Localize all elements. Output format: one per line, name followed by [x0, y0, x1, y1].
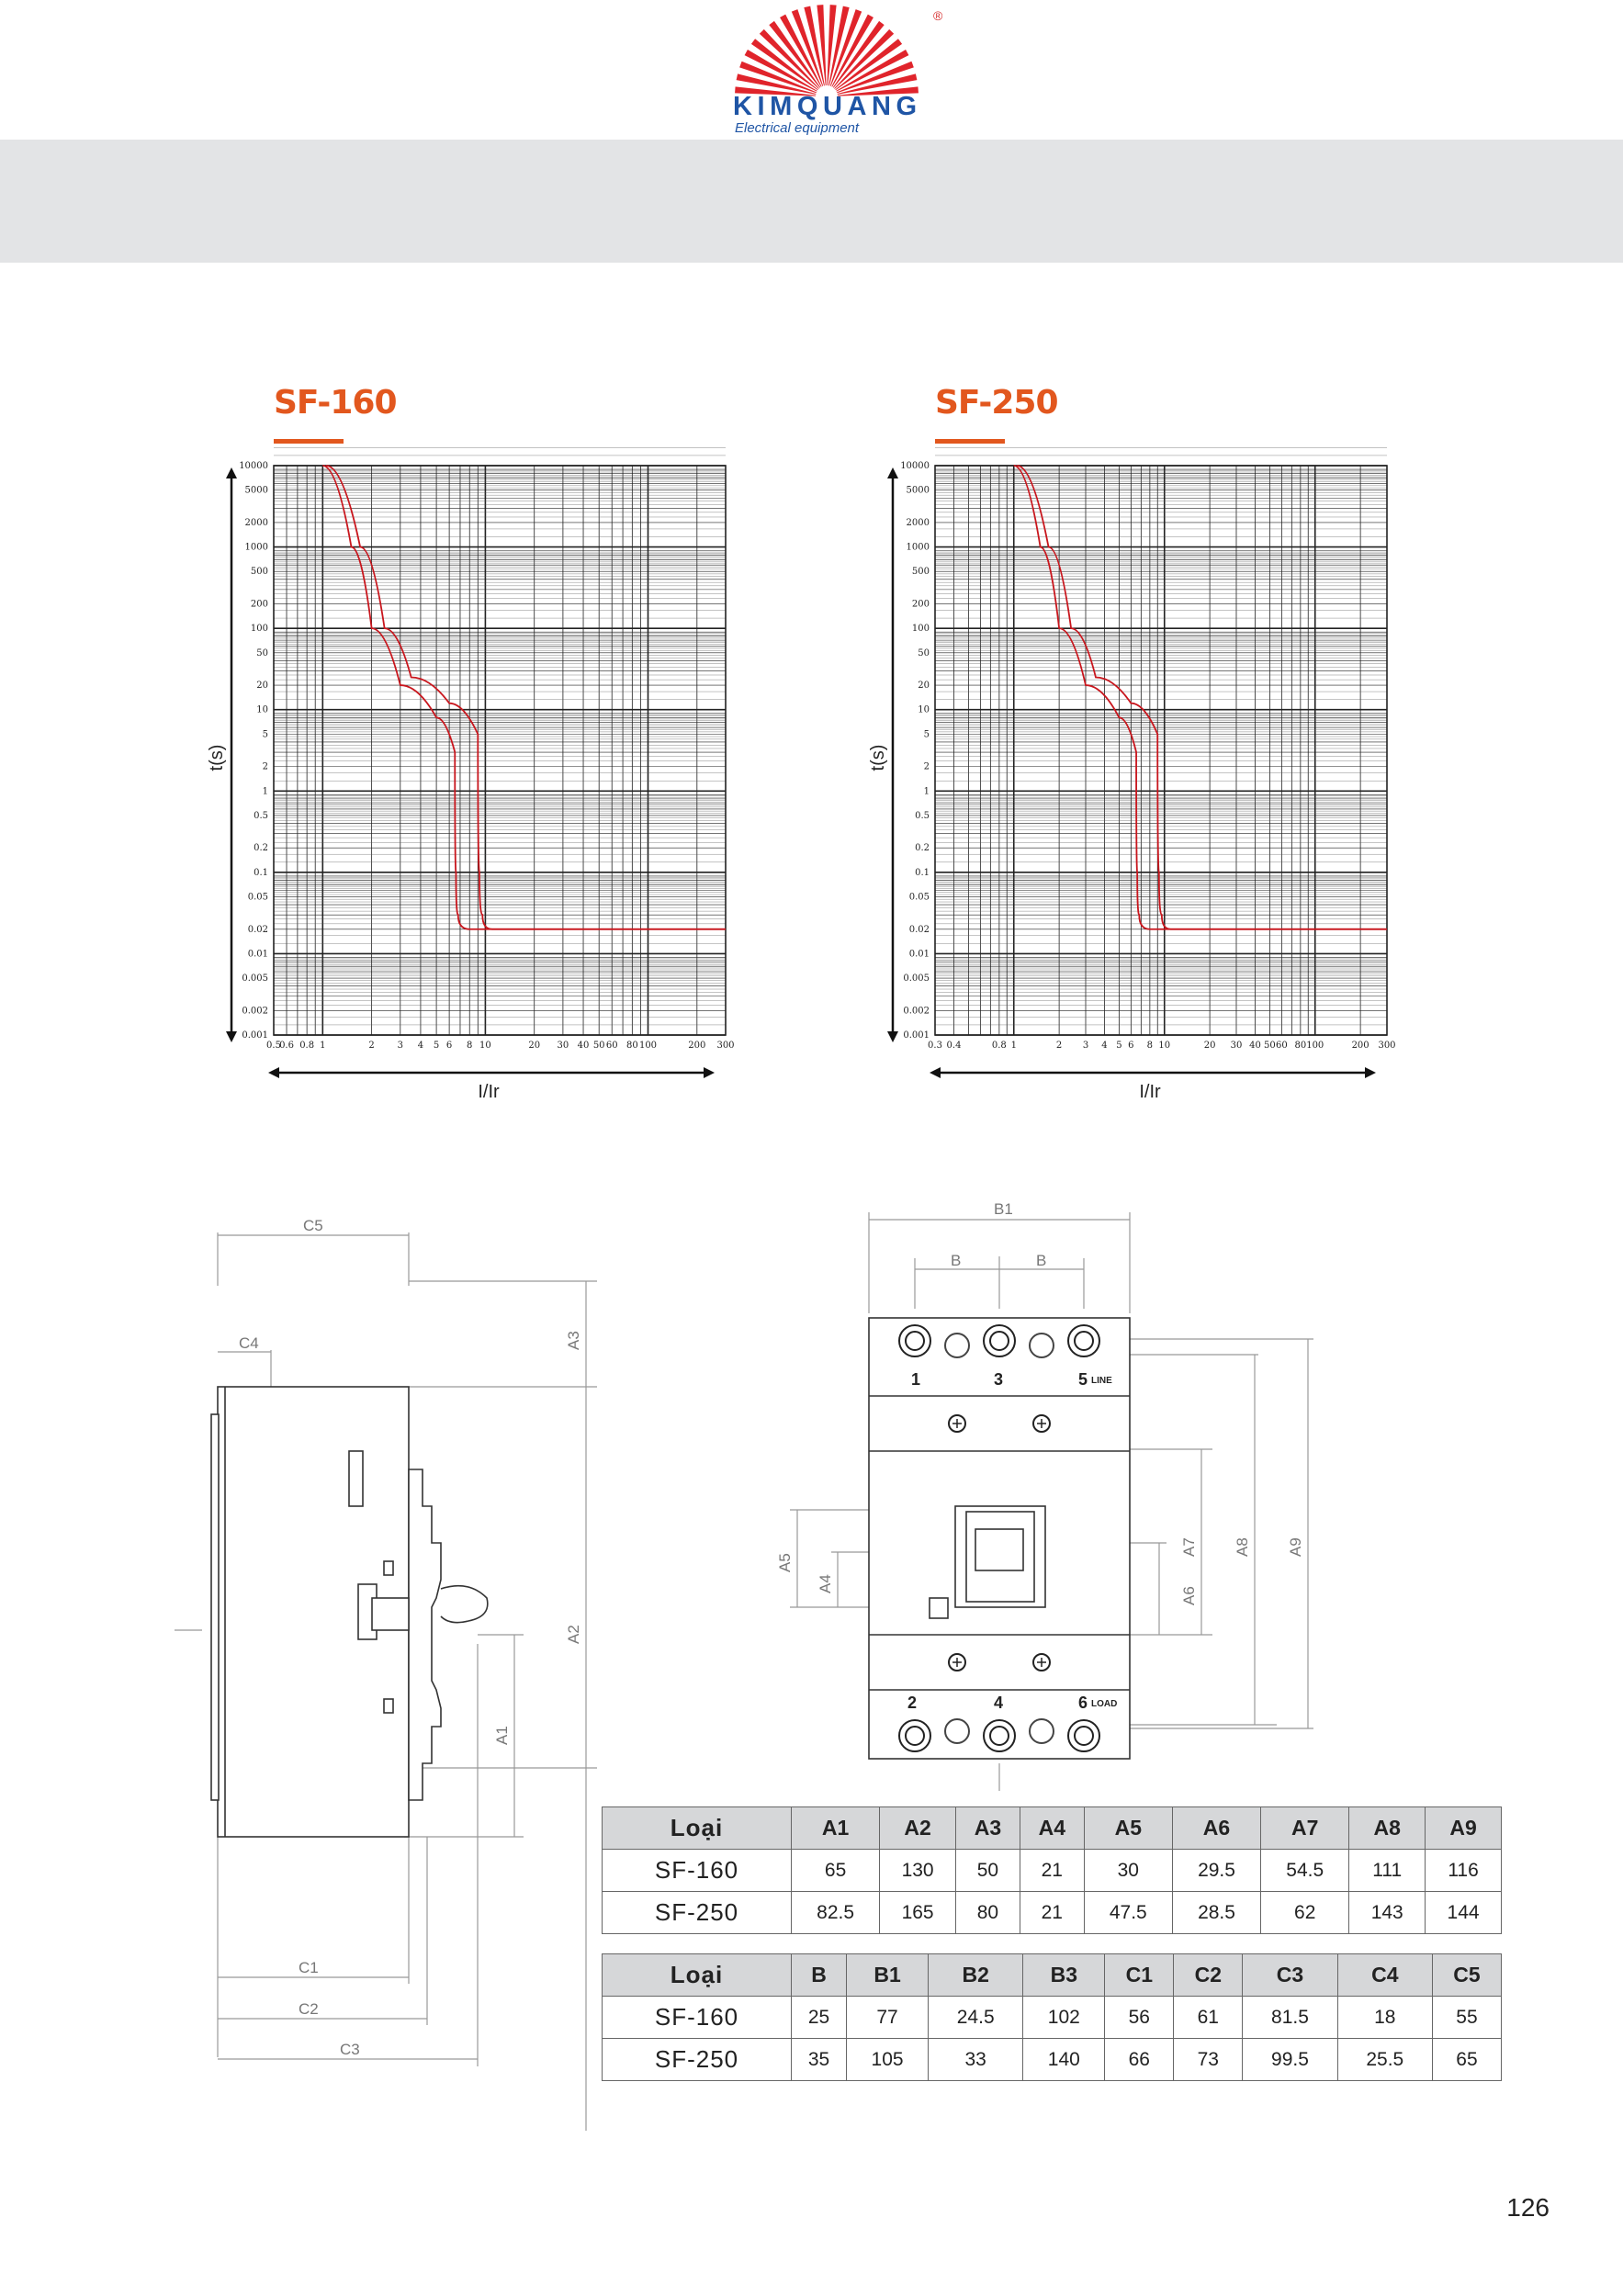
terminal-1: 1 [911, 1370, 921, 1389]
dim-a6: A6 [1180, 1586, 1198, 1605]
terminal-5: 5 [1078, 1370, 1088, 1389]
screw-head [1075, 1332, 1093, 1350]
column-header: A1 [792, 1807, 880, 1850]
terminal-3: 3 [994, 1370, 1004, 1389]
table-cell: 99.5 [1243, 2039, 1337, 2081]
chart-title-sf160: SF-160 [274, 384, 397, 422]
trip-curve-series-2 [1017, 466, 1387, 929]
y-tick-label: 0.005 [242, 974, 268, 985]
terminal-6: 6 [1078, 1694, 1088, 1712]
x-tick-label: 0.4 [946, 1041, 962, 1051]
x-tick-label: 3 [1082, 1041, 1089, 1051]
table-cell: 73 [1174, 2039, 1243, 2081]
table-cell: 25 [792, 1997, 847, 2039]
table-cell: 29.5 [1172, 1850, 1260, 1892]
brand-logo [716, 0, 943, 138]
table-cell: 105 [847, 2039, 929, 2081]
table-cell: 25.5 [1337, 2039, 1432, 2081]
x-tick-label: 300 [716, 1041, 735, 1051]
table-cell: 21 [1020, 1892, 1084, 1934]
y-tick-label: 0.02 [908, 924, 930, 935]
x-tick-label: 80 [626, 1041, 638, 1051]
y-tick-label: 1 [923, 786, 930, 797]
y-tick-label: 0.01 [908, 949, 930, 960]
x-tick-label: 50 [592, 1041, 605, 1051]
x-tick-label: 30 [1230, 1041, 1243, 1051]
x-tick-label: 40 [577, 1041, 590, 1051]
arrow-head [268, 1067, 279, 1078]
row-model-cell: SF-160 [603, 1850, 792, 1892]
y-tick-label: 0.1 [254, 867, 268, 878]
brand-tagline: Electrical equipment [735, 120, 860, 136]
table-cell: 77 [847, 1997, 929, 2039]
x-tick-label: 100 [1306, 1041, 1324, 1051]
plot-frame [935, 466, 1387, 1035]
column-header: C3 [1243, 1954, 1337, 1997]
y-tick-label: 0.001 [242, 1030, 268, 1041]
arrow-head [930, 1067, 941, 1078]
trip-curve-series-2 [326, 466, 726, 929]
brand-name: KIMQUANG [733, 92, 917, 121]
dim-c4: C4 [239, 1334, 259, 1352]
x-tick-label: 8 [467, 1041, 473, 1051]
trip-curve-chart-sf250 [863, 455, 1405, 1116]
table-cell: 81.5 [1243, 1997, 1337, 2039]
dim-a9: A9 [1287, 1537, 1304, 1557]
y-tick-label: 10000 [900, 461, 930, 471]
grid [274, 447, 726, 1035]
x-tick-label: 50 [1264, 1041, 1276, 1051]
sunburst-ray [834, 29, 894, 89]
row-model-cell: SF-250 [603, 1892, 792, 1934]
table-cell: 55 [1432, 1997, 1501, 2039]
column-header: C4 [1337, 1954, 1432, 1997]
dimension-table-a [602, 1806, 1502, 1934]
x-tick-label: 3 [397, 1041, 403, 1051]
grid [935, 447, 1387, 1035]
row-model-cell: SF-160 [603, 1997, 792, 2039]
x-tick-label: 6 [1128, 1041, 1134, 1051]
dim-a3: A3 [565, 1331, 582, 1350]
table-cell: 140 [1023, 2039, 1105, 2081]
mounting-hole [1030, 1334, 1054, 1357]
table-cell: 50 [956, 1850, 1020, 1892]
y-tick-label: 0.5 [254, 810, 268, 821]
table-cell: 61 [1174, 1997, 1243, 2039]
x-tick-label: 0.8 [299, 1041, 315, 1051]
table-cell: 33 [929, 2039, 1023, 2081]
table-cell: 18 [1337, 1997, 1432, 2039]
terminal-4: 4 [994, 1694, 1004, 1712]
front-view-drawing [762, 1194, 1332, 1800]
arrow-head [887, 467, 898, 478]
y-tick-label: 50 [256, 647, 268, 658]
table-row [603, 1997, 1502, 2039]
y-axis-label: t(s) [207, 744, 227, 771]
dim-a5: A5 [776, 1553, 794, 1572]
table-cell: 47.5 [1084, 1892, 1172, 1934]
x-axis-label: I/Ir [478, 1082, 500, 1102]
arrow-head [226, 1031, 237, 1042]
table-row [603, 1892, 1502, 1934]
dim-c1: C1 [299, 1959, 319, 1976]
x-tick-label: 4 [417, 1041, 424, 1051]
y-tick-label: 5000 [906, 485, 930, 496]
x-tick-label: 30 [557, 1041, 569, 1051]
y-tick-label: 1 [262, 786, 268, 797]
column-header: C1 [1105, 1954, 1174, 1997]
mounting-hole [945, 1719, 969, 1743]
mounting-hole [1030, 1719, 1054, 1743]
column-header: A5 [1084, 1807, 1172, 1850]
y-axis-label: t(s) [868, 744, 888, 771]
screw-head [906, 1727, 924, 1745]
x-tick-label: 0.6 [279, 1041, 294, 1051]
y-tick-label: 2 [923, 761, 930, 772]
table-cell: 21 [1020, 1850, 1084, 1892]
y-tick-label: 0.05 [908, 892, 930, 903]
column-header: C2 [1174, 1954, 1243, 1997]
x-tick-label: 80 [1294, 1041, 1307, 1051]
y-tick-label: 10000 [239, 461, 268, 471]
x-tick-label: 20 [1203, 1041, 1216, 1051]
terminal-2: 2 [907, 1694, 918, 1712]
dim-c5: C5 [303, 1217, 323, 1234]
y-tick-label: 10 [256, 704, 268, 715]
y-tick-label: 0.2 [254, 843, 268, 854]
y-tick-label: 2000 [244, 517, 268, 528]
dim-a2: A2 [565, 1625, 582, 1644]
table-cell: 82.5 [792, 1892, 880, 1934]
trip-curve-series-1 [1014, 466, 1387, 929]
table-cell: 111 [1349, 1850, 1426, 1892]
title-underline [935, 439, 1005, 444]
table-cell: 56 [1105, 1997, 1174, 2039]
x-tick-label: 2 [1055, 1041, 1063, 1051]
dim-c2: C2 [299, 2000, 319, 2018]
x-tick-label: 5 [1116, 1041, 1122, 1051]
x-tick-label: 1 [1010, 1041, 1017, 1051]
table-row [603, 1850, 1502, 1892]
column-header: A3 [956, 1807, 1020, 1850]
column-header: A8 [1349, 1807, 1426, 1850]
sunburst-ray [760, 29, 819, 89]
dim-b-right: B [1036, 1252, 1047, 1269]
x-tick-label: 300 [1378, 1041, 1396, 1051]
column-header: A9 [1426, 1807, 1502, 1850]
chart-title-sf250: SF-250 [935, 384, 1058, 422]
y-tick-label: 0.02 [247, 924, 268, 935]
column-header-type: Loại [603, 1807, 792, 1850]
table-cell: 116 [1426, 1850, 1502, 1892]
x-tick-label: 20 [528, 1041, 541, 1051]
x-tick-label: 60 [605, 1041, 618, 1051]
x-tick-label: 1 [320, 1041, 326, 1051]
trip-curve-series-1 [322, 466, 726, 929]
x-tick-label: 0.8 [991, 1041, 1007, 1051]
table-cell: 80 [956, 1892, 1020, 1934]
dim-b-left: B [951, 1252, 962, 1269]
table-cell: 143 [1349, 1892, 1426, 1934]
table-cell: 28.5 [1172, 1892, 1260, 1934]
arrow-head [887, 1031, 898, 1042]
table-cell: 65 [1432, 2039, 1501, 2081]
y-tick-label: 0.002 [903, 1006, 930, 1017]
y-tick-label: 500 [911, 567, 930, 578]
line-label: LINE [1091, 1376, 1112, 1386]
y-tick-label: 5 [923, 729, 930, 740]
page-number: 126 [1506, 2193, 1550, 2222]
screw-head [906, 1332, 924, 1350]
dim-a8: A8 [1234, 1537, 1251, 1557]
y-tick-label: 0.5 [915, 810, 930, 821]
table-row [603, 2039, 1502, 2081]
arrow-head [704, 1067, 715, 1078]
y-tick-label: 100 [911, 624, 930, 635]
y-tick-label: 20 [918, 681, 930, 692]
x-tick-label: 100 [638, 1041, 658, 1051]
y-tick-label: 10 [918, 704, 930, 715]
x-tick-label: 40 [1249, 1041, 1261, 1051]
table-cell: 130 [880, 1850, 956, 1892]
table-cell: 165 [880, 1892, 956, 1934]
table-header-row [603, 1954, 1502, 1997]
screw-head [990, 1332, 1009, 1350]
side-view-drawing [175, 1212, 615, 2076]
y-tick-label: 200 [250, 599, 268, 610]
arrow-head [1365, 1067, 1376, 1078]
y-tick-label: 50 [918, 647, 930, 658]
y-tick-label: 2 [262, 761, 268, 772]
sunburst-icon [735, 5, 919, 96]
x-tick-label: 6 [445, 1041, 453, 1051]
y-tick-label: 0.1 [915, 867, 930, 878]
dim-a7: A7 [1180, 1537, 1198, 1557]
table-cell: 102 [1023, 1997, 1105, 2039]
header-band [0, 140, 1623, 263]
dim-b1: B1 [994, 1200, 1013, 1218]
dimension-table-b [602, 1953, 1502, 2081]
column-header: A2 [880, 1807, 956, 1850]
y-tick-label: 0.002 [242, 1006, 268, 1017]
x-tick-label: 10 [479, 1041, 491, 1051]
x-tick-label: 200 [688, 1041, 706, 1051]
y-tick-label: 5 [262, 729, 268, 740]
table-cell: 65 [792, 1850, 880, 1892]
plot-frame [274, 466, 726, 1035]
column-header: B3 [1023, 1954, 1105, 1997]
x-tick-label: 5 [433, 1041, 440, 1051]
column-header: A6 [1172, 1807, 1260, 1850]
x-tick-label: 0.5 [266, 1041, 281, 1051]
y-tick-label: 100 [250, 624, 268, 635]
row-model-cell: SF-250 [603, 2039, 792, 2081]
y-tick-label: 0.01 [247, 949, 268, 960]
x-tick-label: 200 [1351, 1041, 1369, 1051]
y-tick-label: 20 [256, 681, 268, 692]
y-tick-label: 0.05 [247, 892, 268, 903]
dim-a4: A4 [817, 1574, 834, 1593]
x-tick-label: 8 [1146, 1041, 1154, 1051]
y-tick-label: 1000 [244, 542, 268, 553]
y-tick-label: 0.001 [903, 1030, 930, 1041]
x-tick-label: 60 [1276, 1041, 1288, 1051]
y-tick-label: 2000 [906, 517, 930, 528]
mounting-hole [945, 1334, 969, 1357]
table-header-row [603, 1807, 1502, 1850]
y-tick-label: 0.005 [903, 974, 930, 985]
column-header: B1 [847, 1954, 929, 1997]
column-header: A7 [1261, 1807, 1349, 1850]
tick-labels [900, 461, 1395, 1051]
y-tick-label: 5000 [244, 485, 268, 496]
x-tick-label: 4 [1101, 1041, 1108, 1051]
table-cell: 30 [1084, 1850, 1172, 1892]
arrow-head [226, 467, 237, 478]
trip-curve-chart-sf160 [202, 455, 744, 1116]
tick-labels [239, 461, 734, 1051]
column-header: C5 [1432, 1954, 1501, 1997]
dim-c3: C3 [340, 2041, 360, 2058]
table-cell: 35 [792, 2039, 847, 2081]
load-label: LOAD [1091, 1699, 1118, 1709]
column-header-type: Loại [603, 1954, 792, 1997]
y-tick-label: 200 [911, 599, 930, 610]
table-cell: 144 [1426, 1892, 1502, 1934]
y-tick-label: 1000 [906, 542, 930, 553]
table-cell: 24.5 [929, 1997, 1023, 2039]
dim-a1: A1 [493, 1726, 511, 1745]
table-cell: 62 [1261, 1892, 1349, 1934]
table-cell: 66 [1105, 2039, 1174, 2081]
column-header: B2 [929, 1954, 1023, 1997]
column-header: A4 [1020, 1807, 1084, 1850]
screw-head [990, 1727, 1009, 1745]
x-tick-label: 0.3 [928, 1041, 942, 1051]
y-tick-label: 500 [250, 567, 268, 578]
screw-head [1075, 1727, 1093, 1745]
x-tick-label: 10 [1158, 1041, 1171, 1051]
title-underline [274, 439, 344, 444]
x-axis-label: I/Ir [1139, 1082, 1161, 1102]
x-tick-label: 2 [368, 1041, 375, 1051]
registered-mark: ® [933, 8, 943, 23]
table-cell: 54.5 [1261, 1850, 1349, 1892]
column-header: B [792, 1954, 847, 1997]
y-tick-label: 0.2 [915, 843, 930, 854]
